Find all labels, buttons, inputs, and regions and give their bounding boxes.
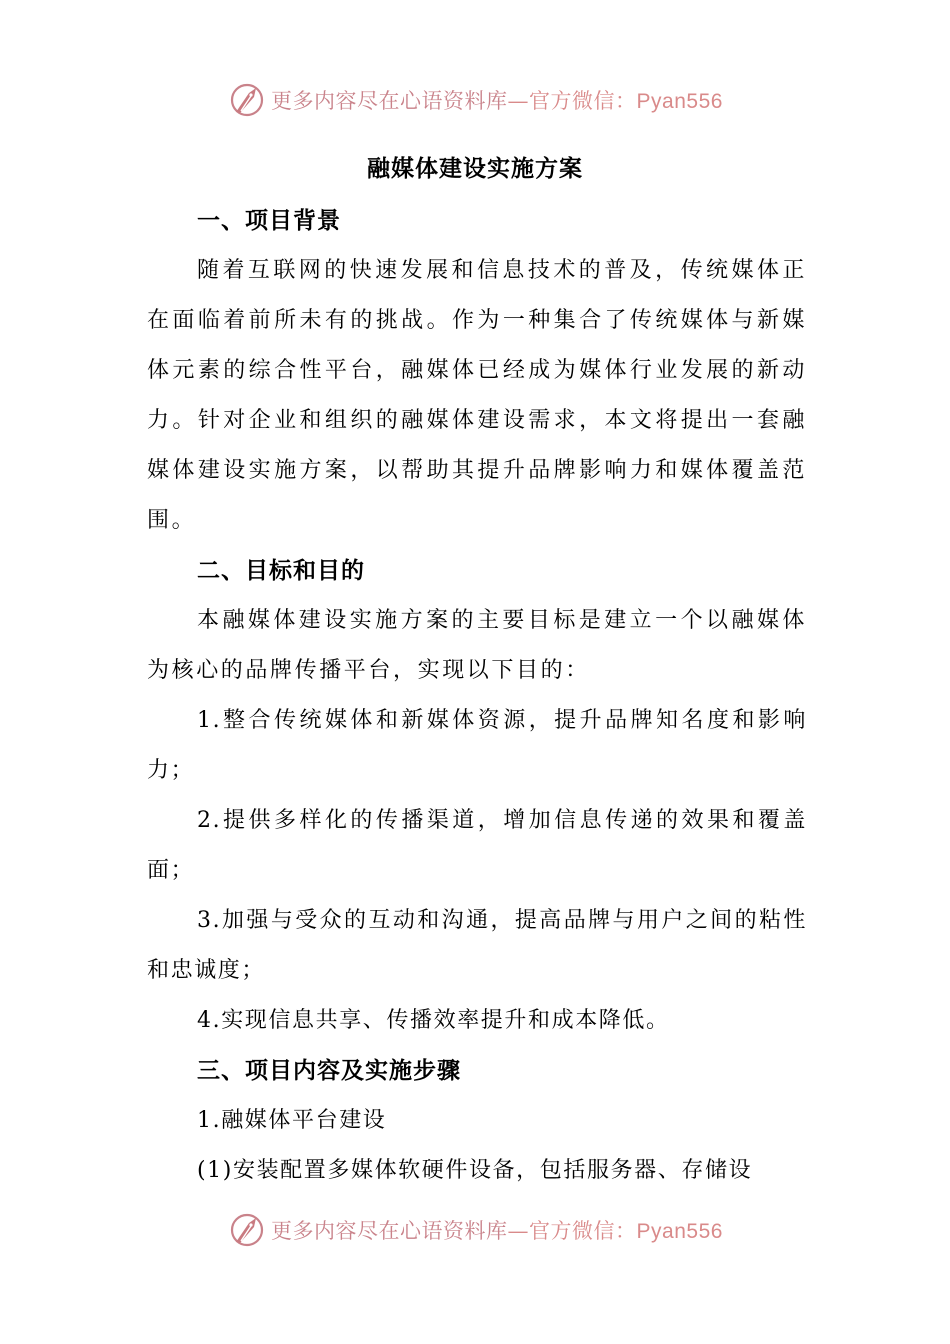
section-heading: 一、项目背景 [197,207,341,234]
banner-text: 更多内容尽在心语资料库—官方微信：Pyan556 [271,89,723,113]
list-item: 3.加强与受众的互动和沟通，提高品牌与用户之间的粘性和忠诚度； [147,908,807,983]
list-item: 2.提供多样化的传播渠道，增加信息传递的效果和覆盖面； [147,808,807,883]
banner-text: 更多内容尽在心语资料库—官方微信：Pyan556 [271,1219,723,1243]
section-heading: 二、目标和目的 [197,557,365,584]
section-heading: 三、项目内容及实施步骤 [197,1057,461,1084]
paragraph: 本融媒体建设实施方案的主要目标是建立一个以融媒体为核心的品牌传播平台，实现以下目的： [147,608,807,683]
pen-nib-circle-icon [227,80,267,120]
document-body [147,196,807,1196]
document-title: 融媒体建设实施方案 [367,155,583,182]
paragraph: 随着互联网的快速发展和信息技术的普及，传统媒体正在面临着前所未有的挑战。作为一种集合了传统媒体与新媒体元素的综合性平台，融媒体已经成为媒体行业发展的新动力。针对企业和组织的融媒体建设需求，本文将提出一套融媒体建设实施方案，以帮助其提升品牌影响力和媒体覆盖范围。 [147,258,807,533]
list-item: 4.实现信息共享、传播效率提升和成本降低。 [197,1008,670,1033]
pen-nib-circle-icon [227,1210,267,1250]
list-item: (1)安装配置多媒体软硬件设备，包括服务器、存储设 [197,1158,753,1183]
footer-banner [0,1210,950,1250]
header-banner [0,80,950,120]
list-item: 1.整合传统媒体和新媒体资源，提升品牌知名度和影响力； [147,708,807,783]
subheading: 1.融媒体平台建设 [197,1108,387,1133]
